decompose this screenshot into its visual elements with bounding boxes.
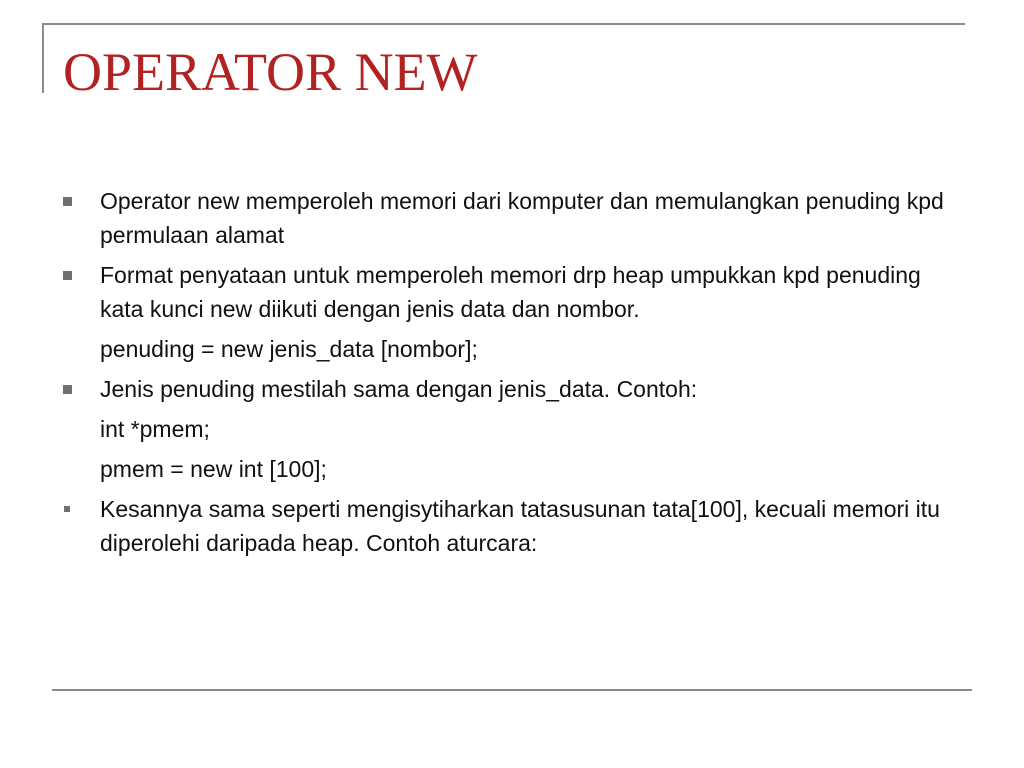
frame-top-line	[43, 23, 965, 25]
frame-left-line	[42, 23, 44, 93]
bullet-text: Kesannya sama seperti mengisytiharkan tatasusunan tata[100], kecuali memori itu diperolehi daripada heap. Contoh aturcara:	[100, 496, 940, 556]
square-bullet-icon	[63, 385, 72, 394]
code-line	[63, 412, 963, 446]
code-line	[63, 452, 963, 486]
code-line	[63, 332, 963, 366]
small-square-bullet-icon	[64, 506, 70, 512]
bullet-text: Jenis penuding mestilah sama dengan jenis_data. Contoh:	[100, 376, 698, 402]
bullet-item	[63, 184, 963, 252]
bullet-item	[63, 258, 963, 326]
bullet-text: Format penyataan untuk memperoleh memori drp heap umpukkan kpd penuding kata kunci new diikuti dengan jenis data dan nombor.	[100, 262, 921, 322]
square-bullet-icon	[63, 271, 72, 280]
square-bullet-icon	[63, 197, 72, 206]
bullet-item	[63, 372, 963, 406]
bullet-text: Operator new memperoleh memori dari komputer dan memulangkan penuding kpd permulaan alamat	[100, 188, 944, 248]
frame-bottom-line	[52, 689, 972, 691]
slide-title: OPERATOR NEW	[63, 42, 478, 102]
slide-content	[63, 184, 963, 566]
bullet-item	[63, 492, 963, 560]
code-text: int *pmem;	[100, 416, 210, 442]
code-text: penuding = new jenis_data [nombor];	[100, 336, 478, 362]
code-text: pmem = new int [100];	[100, 456, 327, 482]
